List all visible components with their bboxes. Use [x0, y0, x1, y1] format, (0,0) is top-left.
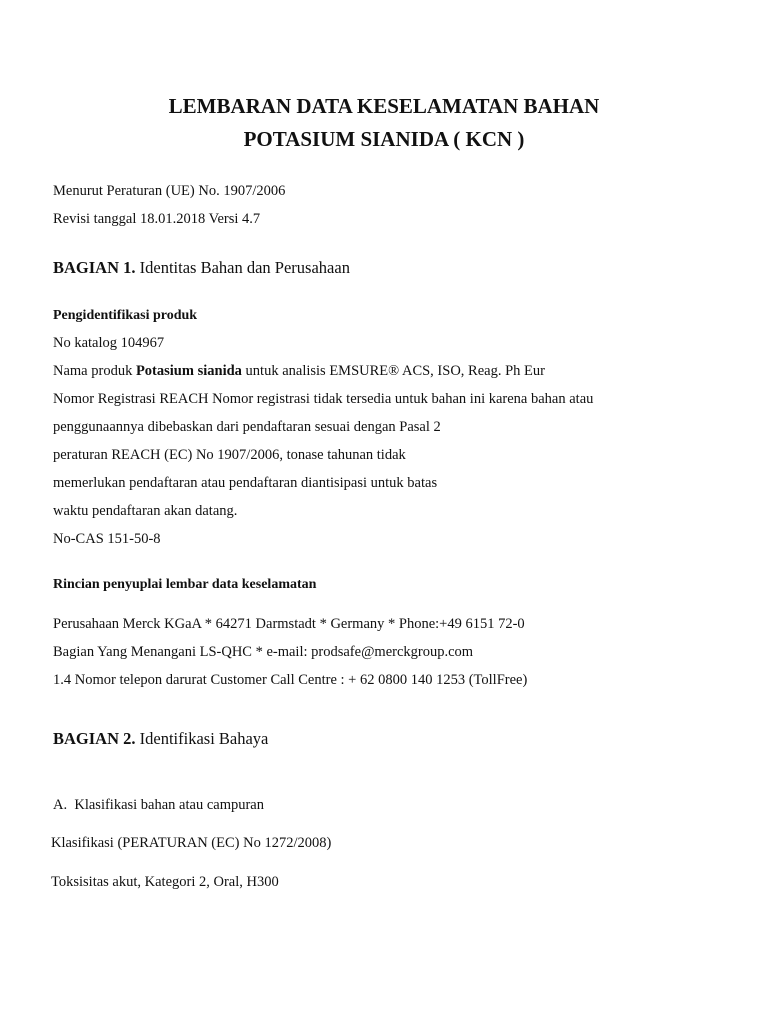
section-1-title: Identitas Bahan dan Perusahaan [139, 258, 350, 277]
document-title-line-1: LEMBARAN DATA KESELAMATAN BAHAN [168, 94, 600, 118]
list-item-a-marker: A. [53, 797, 68, 813]
regulation-text: Menurut Peraturan (UE) No. 1907/2006 [53, 183, 286, 199]
catalog-number: No katalog 104967 [53, 335, 165, 351]
list-item-a-text: Klasifikasi bahan atau campuran [74, 797, 264, 813]
product-name-description: untuk analisis EMSURE® ACS, ISO, Reag. Ph Eur [241, 363, 545, 379]
emergency-phone: 1.4 Nomor telepon darurat Customer Call Centre : + 62 0800 140 1253 (TollFree) [53, 672, 528, 688]
section-2-heading [53, 729, 268, 749]
supplier-details-heading: Rincian penyuplai lembar data keselamatan [53, 577, 317, 592]
toxicity-text: Toksisitas akut, Kategori 2, Oral, H300 [51, 874, 279, 890]
cas-number: No-CAS 151-50-8 [53, 531, 161, 547]
product-name-value: Potasium sianida [135, 363, 242, 379]
product-identifier-heading: Pengidentifikasi produk [53, 308, 198, 323]
reach-line-5: waktu pendaftaran akan datang. [53, 503, 238, 519]
product-name-label: Nama produk [53, 363, 136, 379]
department-contact: Bagian Yang Menangani LS-QHC * e-mail: prodsafe@merckgroup.com [53, 644, 474, 660]
section-2-number: BAGIAN 2. [53, 729, 136, 748]
section-2-title: Identifikasi Bahaya [139, 729, 269, 748]
reach-line-4: memerlukan pendaftaran atau pendaftaran diantisipasi untuk batas [53, 475, 438, 491]
reach-line-3: peraturan REACH (EC) No 1907/2006, tonase tahunan tidak [53, 447, 406, 463]
section-1-number: BAGIAN 1. [53, 258, 136, 277]
classification-text: Klasifikasi (PERATURAN (EC) No 1272/2008) [51, 835, 332, 851]
company-info: Perusahaan Merck KGaA * 64271 Darmstadt * Germany * Phone:+49 6151 72-0 [53, 616, 525, 632]
reach-line-2: penggunaannya dibebaskan dari pendaftaran sesuai dengan Pasal 2 [53, 419, 441, 435]
list-item-a [53, 797, 264, 814]
section-1-heading [53, 258, 350, 278]
document-title-line-2: POTASIUM SIANIDA ( KCN ) [243, 127, 525, 151]
reach-line-1: Nomor Registrasi REACH Nomor registrasi tidak tersedia untuk bahan ini karena bahan atau [53, 391, 594, 407]
product-name-line [53, 363, 545, 380]
revision-text: Revisi tanggal 18.01.2018 Versi 4.7 [53, 211, 261, 227]
